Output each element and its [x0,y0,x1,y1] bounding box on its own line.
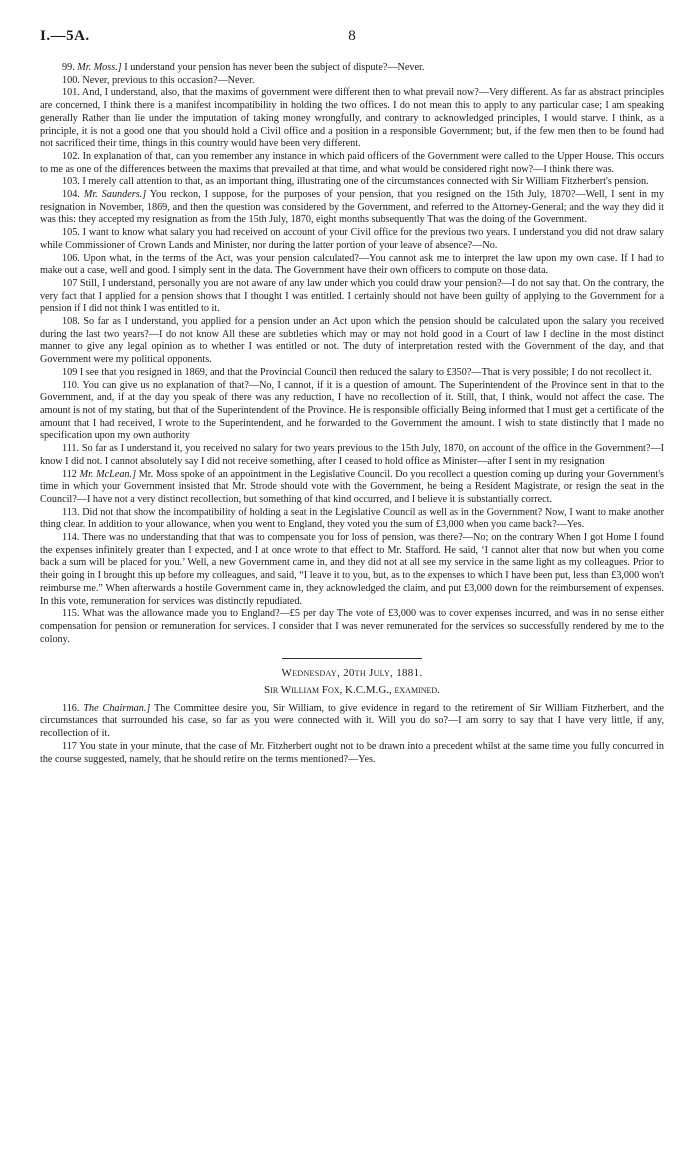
question-text: Did not that show the incompatibility of holding a seat in the Legislative Council as well as in the Government? Now, I want to make another thing clear. In addition to your allowance, when you went to England, they voted you the sum of £3,000 when you came back?—Yes. [40,506,664,531]
question-number: 116. [62,702,80,714]
question-number: 117 [62,740,77,752]
question-text: Mr. Moss spoke of an appointment in the Legislative Council. Do you recollect a question coming up during your Government's time in which your Government insisted that Mr. Strode should vote with the Government, he being a Resident Magistrate, or resign the seat in the Council?—I have not a very distinct recollection, but something of that kind occurred, and I believe it is substantially correct. [40,468,664,505]
question-number: 110. [62,379,80,391]
question-text: So far as I understand it, you received no salary for two years previous to the 15th July, 1870, on account of the office in the Government?—I know I did not. I cannot absolutely say I did not receive something, after I ceased to hold office as Minister—after I sent in my resignation [40,443,664,467]
question-number: 105. [62,227,80,239]
question-text: There was no understanding that that was to compensate you for loss of pension, was there?—No; on the contrary When I got Home I found the expenses infinitely greater than I expected, and I at once wrote to that effect to Mr. Stafford. He said, ‘I cannot alter that now but when you come back a sum will be placed for you.’ Well, a new Government came in, and they did not at all see my service in the same light as my colleagues. Prior to their going in I brought this up before my colleagues, and said, “I leave it to you, but, as to the expenses to which I have been put, less than £3,000 won't reimburse me.” When afterwards a hostile Government came in, they acknowledged the claim, and put £3,000 down for the reimbursement of expenses. In this vote, remuneration for services was distinctly repudiated. [40,532,664,607]
question-number: 100. [62,74,80,86]
question-paragraph [40,176,664,189]
question-number: 106. [62,252,80,264]
question-number: 115. [62,608,80,620]
question-paragraph [40,741,664,766]
paper-reference: I.—5A. [40,28,90,44]
question-number: 99. [62,62,75,73]
question-text: Never, previous to this occasion?—Never. [79,74,255,86]
speaker-name: Mr. Moss.] [77,62,122,73]
question-number: 109 [62,366,78,378]
question-paragraph [40,608,664,646]
question-number: 101. [62,87,80,99]
question-paragraph [40,62,664,75]
section-date: Wednesday, 20th July, 1881. [281,667,423,680]
question-paragraph [40,227,664,252]
question-paragraph [40,75,664,88]
question-number: 102. [62,150,80,162]
question-text: Still, I understand, personally you are not aware of any law under which you could draw your pension?—I do not say that. On the contrary, the very fact that I applied for a pension shows that I thought I was entitled. I certainly should not have been guilty of applying to the Government for a pension if I did not think I was entitled to it. [40,277,664,315]
evidence-group-2 [40,703,664,767]
question-text: I want to know what salary you had received on account of your Civil office for the previous two years. I understand you did not draw salary while Commissioner of Crown Lands and Minister, nor during the latter portion of your leave of absence?—No. [40,227,664,251]
question-paragraph [40,703,664,741]
section-divider [282,658,422,659]
question-number: 103. [62,176,80,188]
question-text: What was the allowance made you to England?—£5 per day The vote of £3,000 was to cover expenses incurred, and was in no sense either compensation for pension or remuneration for services. I consider that I was never remunerated for the services so successfully rendered by me to the colony. [40,608,664,645]
question-text: I understand your pension has never been the subject of dispute?—Never. [121,62,425,73]
speaker-name: The Chairman.] [83,702,151,714]
question-text: The Committee desire you, Sir William, to give evidence in regard to the retirement of Sir William Fitzherbert, and the circumstances that surrounded his case, so far as you were connected with it. Will you do so?—I am sorry to say that I have very little, if any, recollection of it. [40,702,664,740]
question-paragraph [40,507,664,532]
question-paragraph [40,316,664,367]
question-text: In explanation of that, can you remember any instance in which paid officers of the Government were called to the Upper House. This occurs to me as one of the differences between the maxims that prevailed at that time, and what would be considered right now?—I think there was. [40,150,664,175]
question-number: 112 [62,468,77,480]
question-number: 113. [62,506,80,518]
question-paragraph [40,367,664,380]
evidence-group-1 [40,62,664,646]
question-number: 107 [62,277,78,289]
question-number: 114. [62,532,80,544]
question-paragraph [40,151,664,176]
question-text: Upon what, in the terms of the Act, was your pension calculated?—You cannot ask me to interpret the law upon my own case. If I had to make out a case, well and good. I simply sent in the data. The Government have their own officers to compute on those data. [40,252,664,277]
question-paragraph [40,87,664,151]
page-header [40,28,664,52]
question-number: 104. [62,189,80,201]
question-paragraph [40,278,664,316]
speaker-name: Mr. Saunders.] [83,189,147,201]
question-paragraph [40,189,664,227]
question-text: You can give us no explanation of that?—No, I cannot, if it is a question of amount. The Superintendent of the Province sent in that to the Government, and, if at the day you speak of there was any reduction, I have no recollection of it. Still, that, I think, would not affect the case. The amount is not of my stating, but that of the Superintendent of the Province. He is responsible officially Being informed that I must get a certificate of the amount that I had received, I wrote to the Superintendent, and he forwarded to the Government the amount. I wish to state distinctly that I made no specification upon my own authority [40,379,664,442]
question-text: And, I understand, also, that the maxims of government were different then to what prevail now?—Very different. As far as abstract principles are concerned, I think there is a manifest incompatibility in holding the two offices. I do not mean this to apply to any particular case; I am speaking generally Rather than lie under the imputation of taking money wrongfully, and contrary to acknowledged principles, I would starve. I think, as a principle, it is not a good one that you should hold a Civil office and a position in a responsible Government; but, if the few men then to be found had not sacrificed their time, things in this country would have been very different. [40,87,664,150]
question-paragraph [40,253,664,278]
question-text: I see that you resigned in 1869, and that the Provincial Council then reduced the salary to £350?—That is very possible; I do not recollect it. [77,366,652,378]
question-paragraph [40,532,664,608]
page-number: 8 [348,28,356,44]
question-text: I merely call attention to that, as an important thing, illustrating one of the circumstances connected with Sir William Fitzherbert's pension. [79,176,649,188]
speaker-name: Mr. McLean.] [79,468,137,480]
question-text: You state in your minute, that the case of Mr. Fitzherbert ought not to be drawn into a precedent whilst at the same time you fully concurred in the course suggested, namely, that he should retire on the terms mentioned?—Yes. [40,740,664,765]
question-number: 108. [62,316,80,328]
evidence-body [40,62,664,766]
question-paragraph [40,380,664,444]
question-text: So far as I understand, you applied for a pension under an Act upon which the pension should be calculated upon the salary you received during the last two years?—I do not know All these are subtleties which may or may not hold good in a Court of law I decline in the most distinct manner to give any legal opinion as to whether I was entitled or not. The duty of interpretation rested with the Government of the day, and that Government were my political opponents. [40,316,664,366]
question-paragraph [40,443,664,468]
question-number: 111. [62,443,80,455]
question-paragraph [40,469,664,507]
question-text: You reckon, I suppose, for the purposes of your pension, that you resigned on the 15th July, 1870?—Well, I sent in my resignation in November, 1869, and then the question was considered by the Government, and referred to the Attorney-General; and the way they did it was this: they accepted my resignation as from the 15th July, 1870, eight months subsequently That was the doing of the Government. [40,189,664,226]
witness-heading: Sir William Fox, K.C.M.G., examined. [264,684,440,697]
